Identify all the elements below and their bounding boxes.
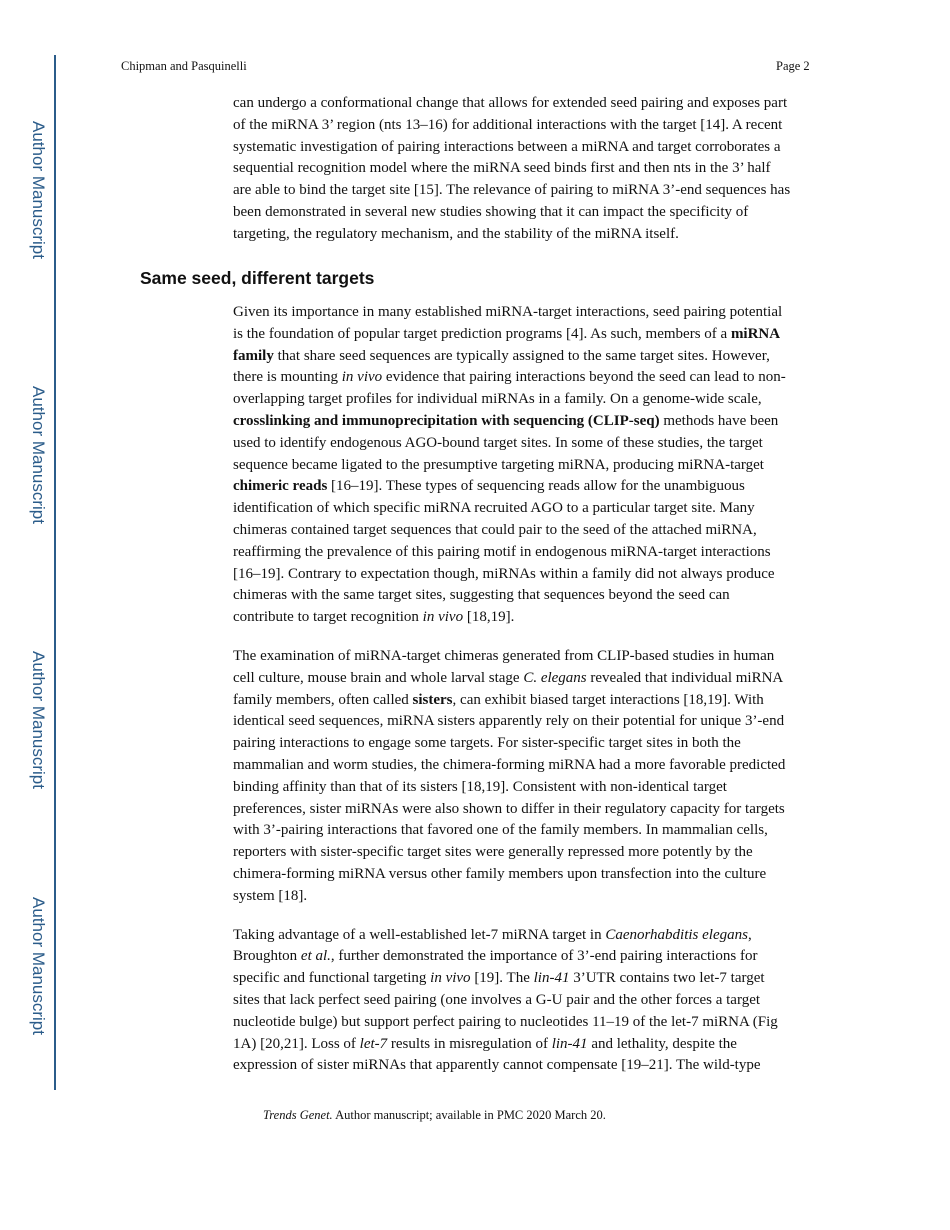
italic-term: C. elegans [523,669,587,686]
text-run: sites that lack perfect seed pairing (one involves a G-U pair and the other forces a target [233,991,761,1008]
page-number: Page 2 [776,59,810,73]
text-run: are able to bind the target site [15]. The relevance of pairing to miRNA 3’-end sequences has [233,182,791,199]
text-run: sequence became ligated to the presumptive targeting miRNA, producing miRNA-target [233,456,764,473]
text-run: mammalian and worm studies, the chimera-forming miRNA had a more favorable predicted [233,756,786,773]
text-line [233,224,833,246]
text-line [233,137,833,159]
text-line [233,498,833,520]
text-run: is the foundation of popular target prediction programs [4]. As such, members of a [233,325,731,342]
text-line [233,202,833,224]
text-line [233,946,833,968]
paragraph [233,646,833,908]
text-line [233,542,833,564]
text-run: revealed that individual miRNA [586,669,784,686]
paragraph [233,302,833,629]
text-line [233,411,833,433]
text-run: [16–19]. Contrary to expectation though, miRNAs within a family did not always produce [233,565,775,582]
text-run: Given its importance in many established miRNA-target interactions, seed pairing potential [233,304,783,320]
text-line [233,1055,833,1077]
italic-term: in vivo [430,970,471,987]
text-line [233,607,833,629]
text-run: identical seed sequences, miRNA sisters apparently rely on their potential for unique 3’-end [233,713,785,730]
text-run: results in misregulation of [387,1035,552,1052]
italic-term: Caenorhabditis elegans [605,926,748,943]
text-run: evidence that pairing interactions beyond the seed can lead to non- [382,369,786,386]
text-line [233,115,833,137]
text-line [233,346,833,368]
section-heading: Same seed, different targets [140,268,375,288]
footer-journal: Trends Genet. [263,1108,333,1122]
text-run: family members, often called [233,691,413,708]
text-run: preferences, sister miRNAs were also shown to differ in their regulatory capacity for targets [233,800,785,817]
paragraph [233,925,833,1078]
running-header-authors: Chipman and Pasquinelli [121,59,247,73]
footer [263,1108,606,1123]
italic-term: lin-41 [533,970,570,987]
italic-term: in vivo [422,609,464,626]
text-line [233,389,833,411]
text-run: binding affinity than that of its sisters [18,19]. Consistent with non-identical target [233,778,727,795]
text-line [233,755,833,777]
text-line [233,180,833,202]
text-line [233,520,833,542]
text-run: chimeras with the same target sites, suggesting that sequences beyond the seed can [233,587,730,604]
text-run: Broughton [233,948,301,965]
italic-term: let-7 [359,1035,388,1052]
paragraph [233,93,833,246]
margin-rule [54,55,56,1090]
text-run: chimeras contained target sequences that could pair to the seed of the attached miRNA, [233,521,757,538]
text-run: methods have been [659,412,779,429]
text-line [233,646,833,668]
text-line [233,886,833,908]
text-line [233,777,833,799]
bold-term: miRNA [730,325,781,342]
text-run: identification of which specific miRNA recruited AGO to a particular target site. Many [233,500,755,517]
text-run: [18,19]. [463,609,515,626]
text-line [233,990,833,1012]
text-line [233,864,833,886]
body-text-after [233,302,833,1094]
text-line [233,476,833,498]
text-line [233,733,833,755]
text-line [233,158,833,180]
italic-term: in vivo [341,369,383,386]
text-line [233,585,833,607]
text-run: sequential recognition model where the miRNA seed binds first and then nts in the 3’ half [233,160,771,177]
text-run: reporters with sister-specific target sites were generally repressed more potently by the [233,844,753,861]
text-run: , [747,926,752,943]
footer-note: Author manuscript; available in PMC 2020 March 20. [332,1108,606,1122]
text-run: 3’UTR contains two let-7 target [569,970,765,987]
text-run: , can exhibit biased target interactions [18,19]. With [452,691,764,708]
text-run: expression of sister miRNAs that apparently cannot compensate [19–21]. The wild-type [233,1057,761,1074]
side-label-text: Author Manuscript [29,386,48,524]
text-run: used to identify endogenous AGO-bound target sites. In some of these studies, the target [233,434,763,451]
text-line [233,925,833,947]
bold-term: family [233,347,274,364]
text-run: cell culture, mouse brain and whole larval stage [233,669,524,686]
text-run: reaffirming the prevalence of this pairing motif in endogenous miRNA-target interactions [233,543,771,560]
text-run: targeting, the regulatory mechanism, and the stability of the miRNA itself. [233,225,679,242]
text-line [233,668,833,690]
text-run: there is mounting [233,369,342,386]
text-run: specific and functional targeting [233,970,431,987]
italic-term: et al. [300,948,331,965]
text-line [233,842,833,864]
side-label-text: Author Manuscript [29,121,48,259]
bold-term: chimeric reads [233,478,328,495]
text-line [233,820,833,842]
text-run: of the miRNA 3’ region (nts 13–16) for additional interactions with the target [14]. A recent [233,116,783,133]
text-line [233,302,833,324]
text-line [233,690,833,712]
text-line [233,433,833,455]
text-run: Taking advantage of a well-established let-7 miRNA target in [233,926,606,943]
body-text-before [233,93,833,263]
text-line [233,324,833,346]
text-line [233,1034,833,1056]
text-run: and lethality, despite the [587,1035,737,1052]
text-run: that share seed sequences are typically assigned to the same target sites. However, [273,347,770,364]
text-run: overlapping target profiles for individual miRNAs in a family. On a genome-wide scale, [233,391,762,408]
text-run: chimera-forming miRNA versus other family members upon transfection into the culture [233,865,767,882]
text-run: system [18]. [233,887,308,904]
text-run: can undergo a conformational change that allows for extended seed pairing and exposes part [233,95,788,111]
text-line [233,93,833,115]
text-run: The examination of miRNA-target chimeras generated from CLIP-based studies in human [233,647,775,664]
text-run: [19]. The [470,970,534,987]
text-run: [16–19]. These types of sequencing reads allow for the unambiguous [327,478,745,495]
text-line [233,455,833,477]
text-run: contribute to target recognition [233,609,423,626]
bold-term: sisters [412,691,453,708]
side-label-text: Author Manuscript [29,651,48,789]
text-run: systematic investigation of pairing interactions between a miRNA and target corroborates a [233,138,781,155]
text-run: , further demonstrated the importance of 3’-end pairing interactions for [330,948,758,965]
text-run: nucleotide bulge) but support perfect pairing to nucleotides 11–19 of the let-7 miRNA (Fig [233,1013,778,1030]
side-label-text: Author Manuscript [29,897,48,1035]
text-line [233,968,833,990]
text-line [233,1012,833,1034]
text-line [233,711,833,733]
text-line [233,799,833,821]
text-run: been demonstrated in several new studies showing that it can impact the specificity of [233,203,749,220]
text-line [233,367,833,389]
text-line [233,564,833,586]
text-run: 1A) [20,21]. Loss of [233,1035,360,1052]
text-run: pairing interactions to engage some targets. For sister-specific target sites in both the [233,735,741,752]
italic-term: lin-41 [551,1035,588,1052]
text-run: with 3’-pairing interactions that favored one of the family members. In mammalian cells, [233,822,768,839]
bold-term: crosslinking and immunoprecipitation with sequencing (CLIP-seq) [233,412,660,429]
